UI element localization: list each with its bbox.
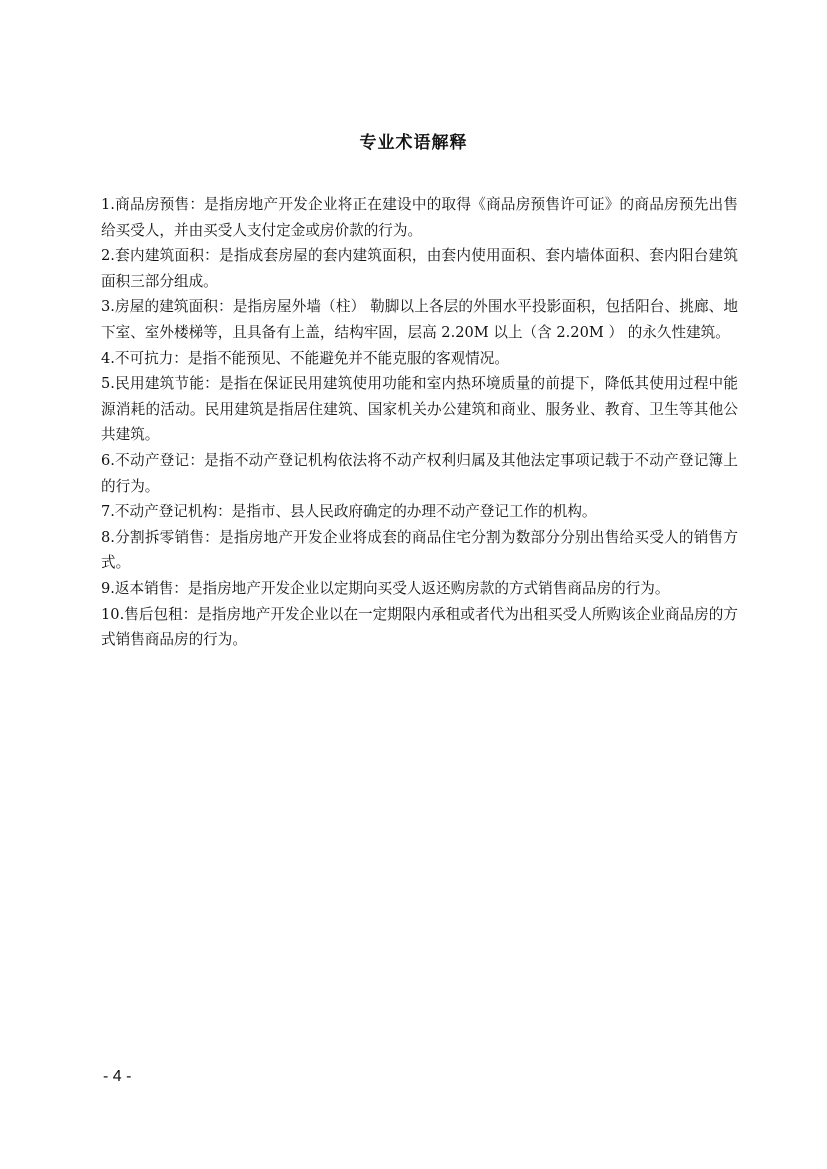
page-number: - 4 - bbox=[103, 1068, 132, 1085]
term-item: 5.民用建筑节能：是指在保证民用建筑使用功能和室内热环境质量的前提下，降低其使用过程中能源消耗的活动。民用建筑是指居住建筑、国家机关办公建筑和商业、服务业、教育、卫生等其他公共建筑。 bbox=[101, 375, 738, 444]
term-item: 6.不动产登记：是指不动产登记机构依法将不动产权利归属及其他法定事项记载于不动产登记簿上的行为。 bbox=[101, 451, 738, 495]
term-item: 9.返本销售：是指房地产开发企业以定期向买受人返还购房款的方式销售商品房的行为。 bbox=[101, 579, 670, 597]
term-item: 3.房屋的建筑面积：是指房屋外墙（柱） 勒脚以上各层的外围水平投影面积，包括阳台、挑廊、地下室、室外楼梯等，且具备有上盖，结构牢固，层高 2.20M 以上（含 2.20M ） 的永久性建筑。 bbox=[101, 298, 738, 341]
term-item: 8.分割拆零销售：是指房地产开发企业将成套的商品住宅分割为数部分分别出售给买受人的销售方式。 bbox=[101, 528, 738, 572]
term-item: 7.不动产登记机构：是指市、县人民政府确定的办理不动产登记工作的机构。 bbox=[101, 503, 597, 521]
term-item: 10.售后包租：是指房地产开发企业以在一定期限内承租或者代为出租买受人所购该企业商品房的方式销售商品房的行为。 bbox=[101, 605, 738, 649]
terms-list bbox=[101, 192, 738, 653]
term-item: 2.套内建筑面积：是指成套房屋的套内建筑面积，由套内使用面积、套内墙体面积、套内阳台建筑面积三部分组成。 bbox=[101, 247, 738, 290]
term-item: 1.商品房预售：是指房地产开发企业将正在建设中的取得《商品房预售许可证》的商品房预先出售给买受人，并由买受人支付定金或房价款的行为。 bbox=[101, 196, 738, 239]
page-title: 专业术语解释 bbox=[359, 133, 468, 153]
term-item: 4.不可抗力：是指不能预见、不能避免并不能克服的客观情况。 bbox=[101, 349, 509, 367]
